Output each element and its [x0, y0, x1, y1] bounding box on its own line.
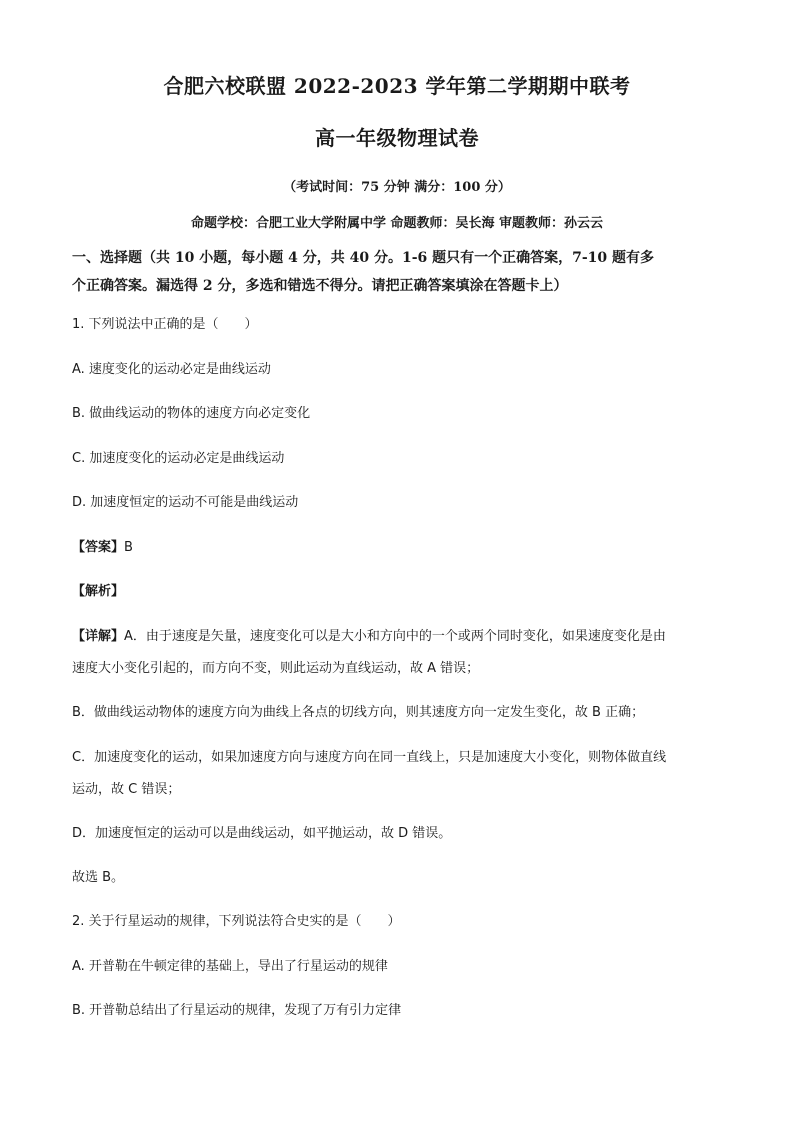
question-1-option-c: C. 加速度变化的运动必定是曲线运动 [72, 451, 285, 466]
question-1-option-b: B. 做曲线运动的物体的速度方向必定变化 [72, 406, 311, 421]
exam-title: 合肥六校联盟 2022-2023 学年第二学期期中联考 [163, 74, 631, 98]
detail-a-text-1: A．由于速度是矢量，速度变化可以是大小和方向中的一个或两个同时变化，如果速度变化是由 [124, 629, 666, 644]
section-heading-line-1: 一、选择题（共 10 小题，每小题 4 分，共 40 分。1-6 题只有一个正确答案，7-10 题有多 [72, 250, 655, 266]
question-2-option-a: A. 开普勒在牛顿定律的基础上，导出了行星运动的规律 [72, 959, 388, 974]
authors-line: 命题学校：合肥工业大学附属中学 命题教师：吴长海 审题教师：孙云云 [190, 216, 604, 231]
answer-value: B [124, 540, 133, 555]
question-1-conclusion: 故选 B。 [72, 870, 125, 885]
question-2-option-b: B. 开普勒总结出了行星运动的规律，发现了万有引力定律 [72, 1003, 402, 1018]
detail-a-line-2: 速度大小变化引起的，而方向不变，则此运动为直线运动，故 A 错误； [72, 661, 480, 676]
section-heading-line-2: 个正确答案。漏选得 2 分，多选和错选不得分。请把正确答案填涂在答题卡上） [72, 278, 568, 294]
exam-info: （考试时间：75 分钟 满分：100 分） [283, 180, 511, 195]
detail-c-line-2: 运动，故 C 错误； [72, 782, 181, 797]
detail-a-line-1 [72, 627, 732, 647]
section-heading [72, 244, 732, 300]
detail-tag: 【详解】 [72, 629, 125, 644]
answer-tag: 【答案】 [72, 540, 125, 555]
question-1-option-a: A. 速度变化的运动必定是曲线运动 [72, 362, 271, 377]
question-1-option-d: D. 加速度恒定的运动不可能是曲线运动 [72, 495, 299, 510]
exam-subtitle: 高一年级物理试卷 [315, 126, 479, 150]
analysis-tag: 【解析】 [72, 584, 125, 599]
question-1-stem: 1. 下列说法中正确的是（ ） [72, 317, 258, 332]
detail-d-line: D．加速度恒定的运动可以是曲线运动，如平抛运动，故 D 错误。 [72, 826, 452, 841]
question-2-stem: 2. 关于行星运动的规律，下列说法符合史实的是（ ） [72, 914, 401, 929]
question-1-answer [72, 538, 732, 558]
analysis-tag-line [72, 582, 732, 602]
detail-b-line: B．做曲线运动物体的速度方向为曲线上各点的切线方向，则其速度方向一定发生变化，故 B 正确； [72, 705, 645, 720]
detail-c-line-1: C．加速度变化的运动，如果加速度方向与速度方向在同一直线上，只是加速度大小变化，则物体做直线 [72, 750, 667, 765]
